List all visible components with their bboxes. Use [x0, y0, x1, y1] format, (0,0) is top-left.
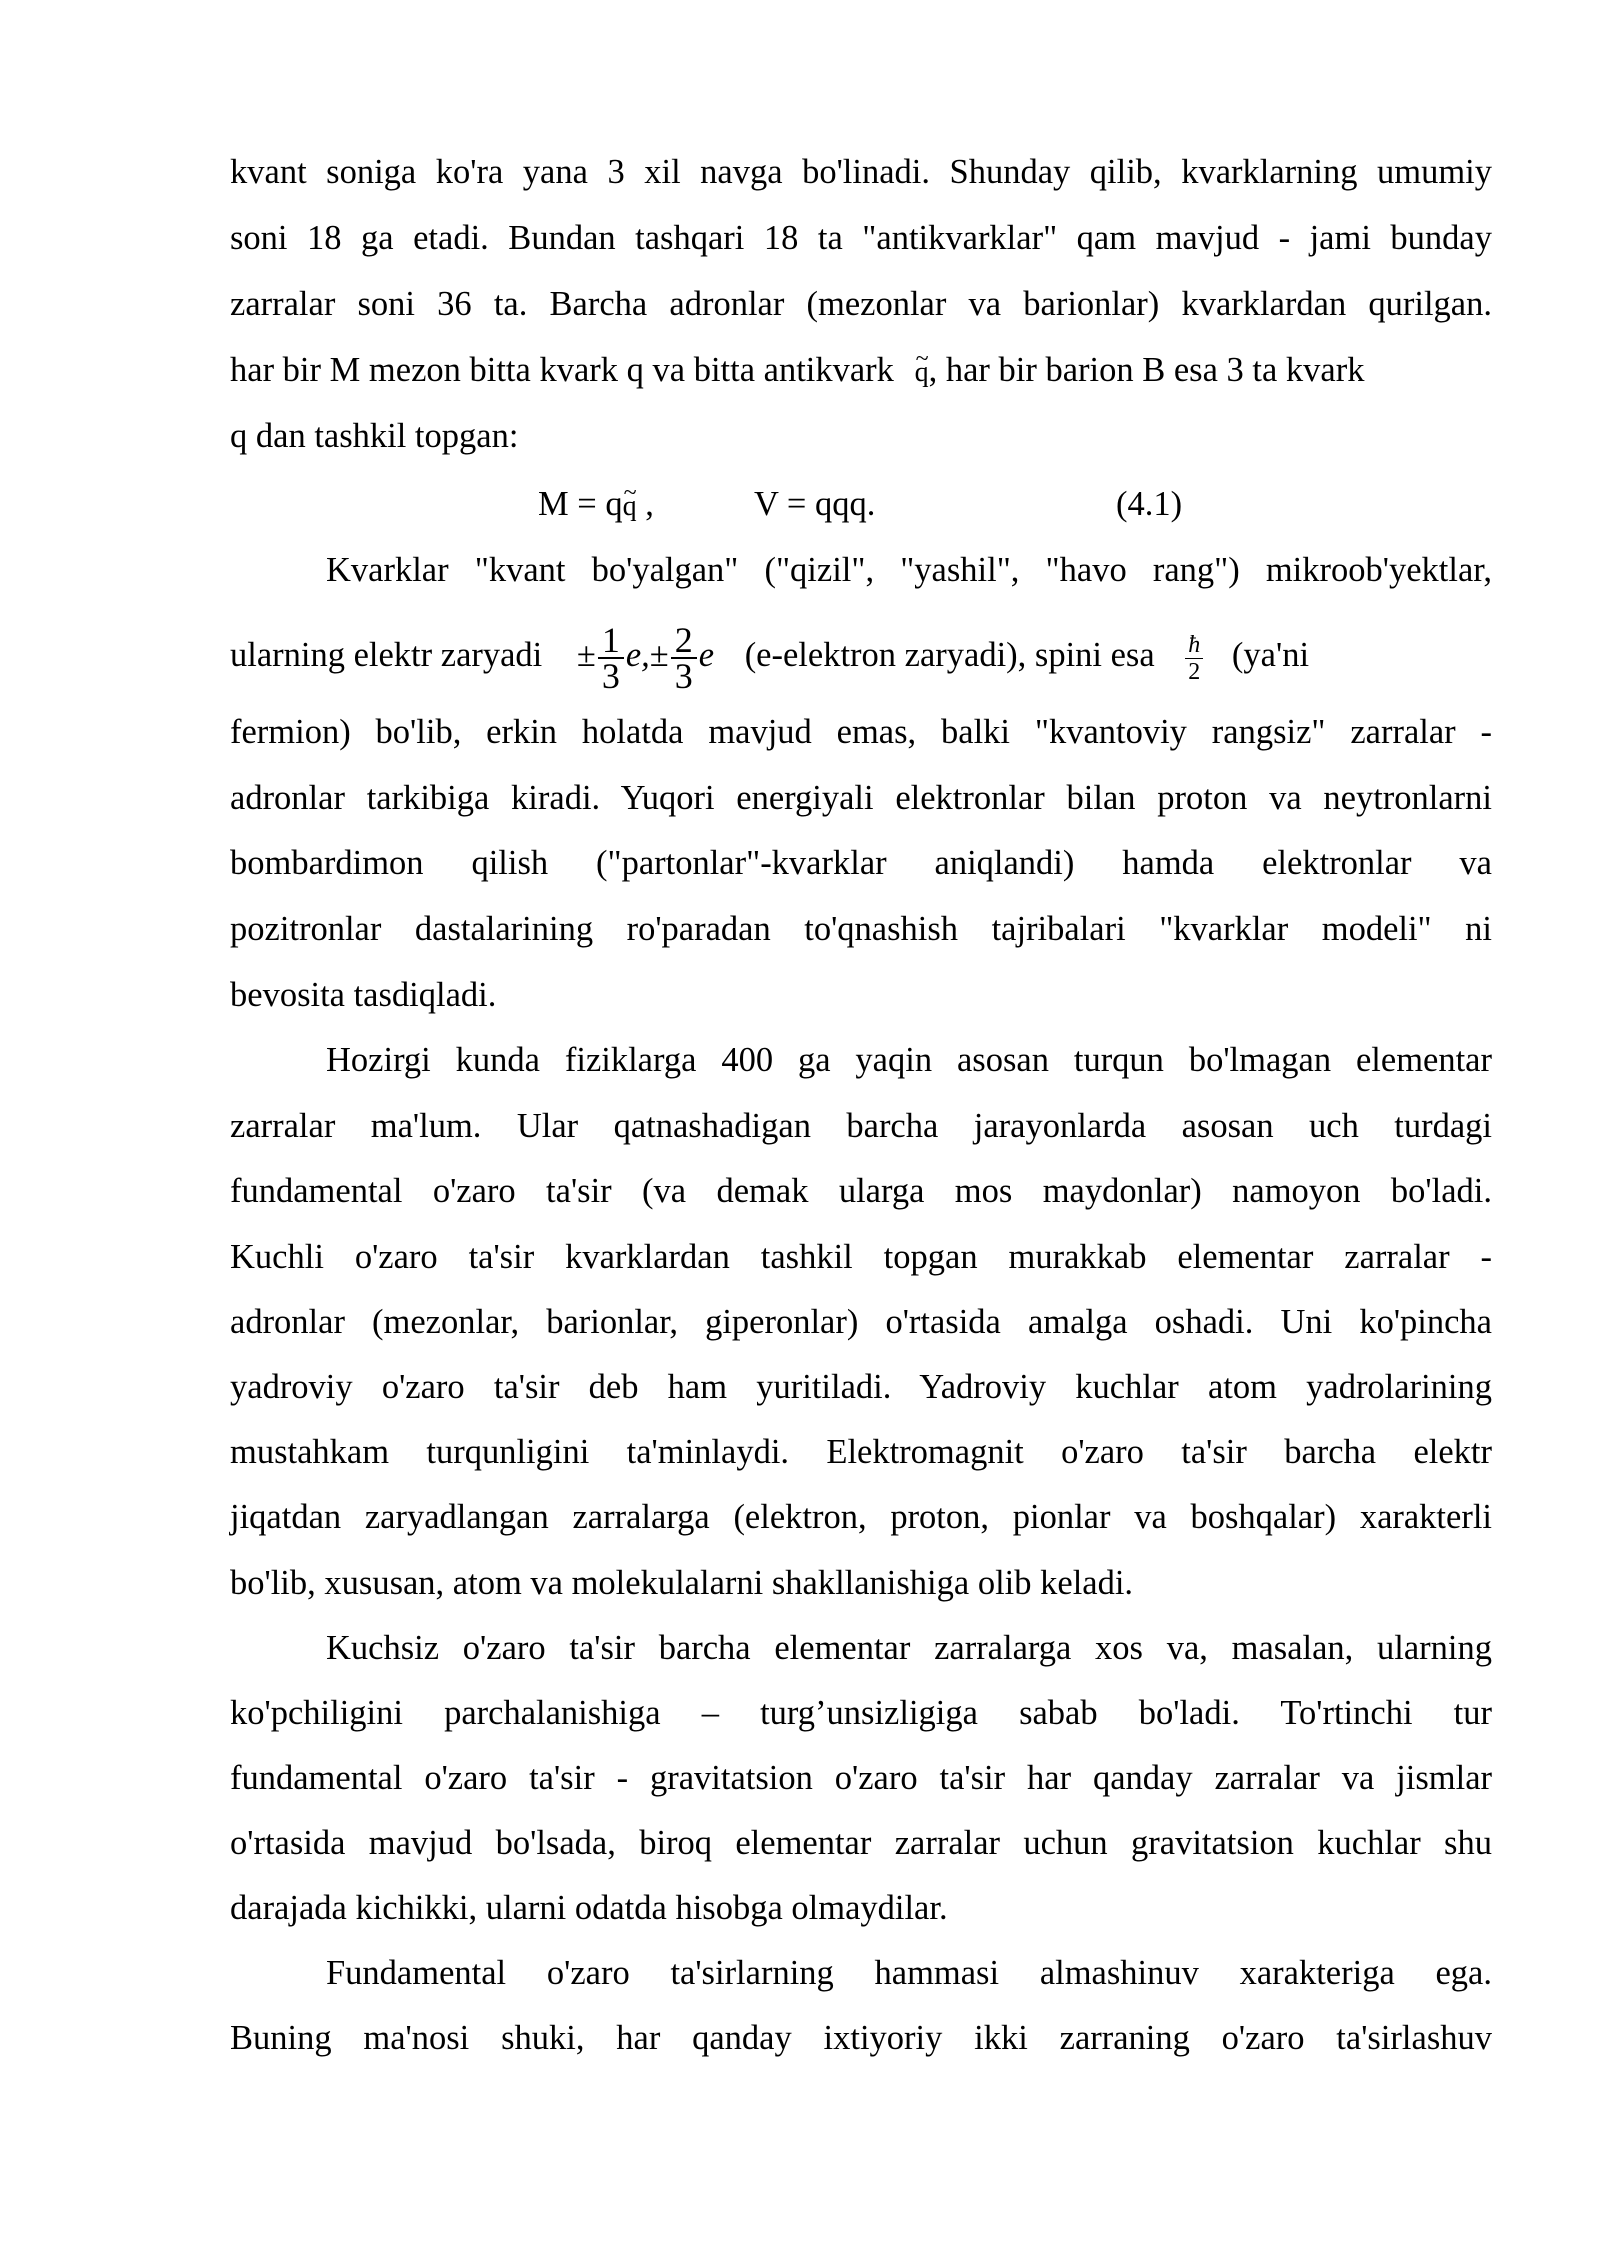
text-segment: (ya'ni [1231, 636, 1310, 674]
text-segment: har bir M mezon bitta kvark q va bitta antikvark [230, 351, 894, 389]
text-line: Buning ma'nosi shuki, har qanday ixtiyoriy ikki zarraning o'zaro ta'sirlashuv [230, 2019, 1492, 2057]
plus-minus: ± [649, 636, 669, 674]
text-line: Kvarklar "kvant bo'yalgan" ("qizil", "yashil", "havo rang") mikroob'yektlar, [326, 551, 1492, 589]
charge-symbol: e [698, 636, 715, 674]
text-line-antiquark [230, 350, 1492, 393]
text-line: Fundamental o'zaro ta'sirlarning hammasi almashinuv xarakteriga ega. [326, 1954, 1492, 1992]
equation-number: (4.1) [1116, 485, 1183, 523]
text-line: q dan tashkil topgan: [230, 417, 519, 455]
equation-separator: , [636, 485, 654, 523]
charge-line [230, 620, 1492, 697]
text-line: bevosita tasdiqladi. [230, 976, 497, 1014]
text-line: darajada kichikki, ularni odatda hisobga olmaydilar. [230, 1889, 948, 1927]
text-line: kvant soniga ko'ra yana 3 xil navga bo'linadi. Shunday qilib, kvarklarning umumiy [230, 153, 1492, 191]
text-line: adronlar (mezonlar, barionlar, giperonlar) o'rtasida amalga oshadi. Uni ko'pincha [230, 1303, 1492, 1341]
text-line: bo'lib, xususan, atom va molekulalarni shakllanishiga olib keladi. [230, 1564, 1134, 1602]
text-line: o'rtasida mavjud bo'lsada, biroq elementar zarralar uchun gravitatsion kuchlar shu [230, 1824, 1492, 1862]
text-line: fundamental o'zaro ta'sir (va demak ularga mos maydonlar) namoyon bo'ladi. [230, 1172, 1492, 1210]
text-line: ko'pchiligini parchalanishiga – turg’unsizligiga sabab bo'ladi. To'rtinchi tur [230, 1694, 1492, 1732]
text-line: zarralar ma'lum. Ular qatnashadigan barcha jarayonlarda asosan uch turdagi [230, 1107, 1492, 1145]
text-line: Hozirgi kunda fiziklarga 400 ga yaqin asosan turqun bo'lmagan elementar [326, 1041, 1492, 1079]
fraction-one-third: $\frac{1}{3}$ [598, 623, 624, 693]
text-segment: , har bir barion B esa 3 ta kvark [928, 351, 1365, 389]
charge-formula [576, 620, 715, 697]
fraction-hbar-over-two: $\frac{ħ}{2}$ [1185, 632, 1203, 685]
text-line: pozitronlar dastalarining ro'paradan to'qnashish tajribalari "kvarklar modeli" ni [230, 910, 1492, 948]
text-line: mustahkam turqunligini ta'minlaydi. Elektromagnit o'zaro ta'sir barcha elektr [230, 1433, 1492, 1471]
charge-symbol: e, [625, 636, 650, 674]
text-line: soni 18 ga etadi. Bundan tashqari 18 ta "antikvarklar" qam mavjud - jami bunday [230, 219, 1492, 257]
antiquark-symbol: ~ q [623, 487, 637, 527]
text-line: Kuchsiz o'zaro ta'sir barcha elementar zarralarga xos va, masalan, ularning [326, 1629, 1492, 1667]
text-line: bombardimon qilish ("partonlar"-kvarklar aniqlandi) hamda elektronlar va [230, 844, 1492, 882]
fraction-two-thirds: $\frac{2}{3}$ [671, 623, 697, 693]
equation-4-1 [538, 484, 1238, 527]
equation-right: V = qqq. [754, 485, 876, 523]
antiquark-symbol: ~ q [915, 353, 929, 393]
plus-minus: ± [576, 636, 596, 674]
text-line: jiqatdan zaryadlangan zarralarga (elektron, proton, pionlar va boshqalar) xarakterli [230, 1498, 1492, 1536]
text-line: yadroviy o'zaro ta'sir deb ham yuritiladi. Yadroviy kuchlar atom yadrolarining [230, 1368, 1492, 1406]
text-line: fermion) bo'lib, erkin holatda mavjud emas, balki "kvantoviy rangsiz" zarralar - [230, 713, 1492, 751]
text-line: Kuchli o'zaro ta'sir kvarklardan tashkil topgan murakkab elementar zarralar - [230, 1238, 1492, 1276]
text-line: zarralar soni 36 ta. Barcha adronlar (mezonlar va barionlar) kvarklardan qurilgan. [230, 285, 1492, 323]
text-line: adronlar tarkibiga kiradi. Yuqori energiyali elektronlar bilan proton va neytronlarni [230, 779, 1492, 817]
text-line: fundamental o'zaro ta'sir - gravitatsion o'zaro ta'sir har qanday zarralar va jismlar [230, 1759, 1492, 1797]
text-segment: (e-elektron zaryadi), spini esa [744, 636, 1155, 674]
text-segment: ularning elektr zaryadi [230, 636, 543, 674]
equation-left: M = q [538, 485, 623, 523]
